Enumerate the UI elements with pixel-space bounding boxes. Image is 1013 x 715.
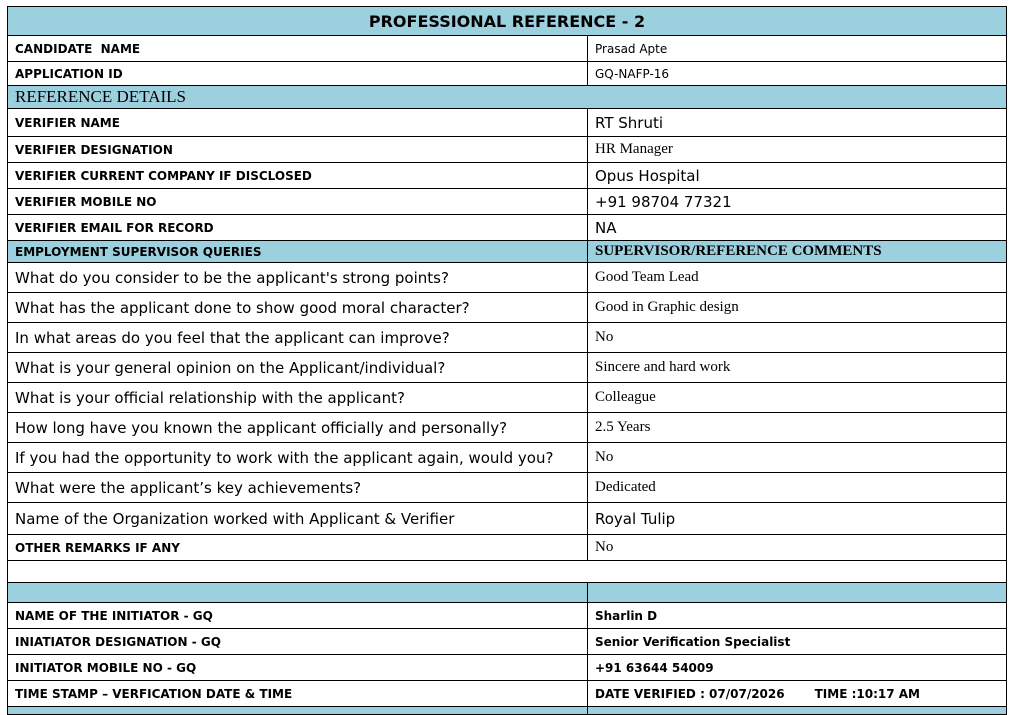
query-row [8,353,1007,383]
verifier-name-label: VERIFIER NAME [8,109,588,137]
query-answer: No [588,443,1007,473]
timestamp-value [588,681,1007,707]
application-id-value: GQ-NAFP-16 [588,62,1007,86]
initiator-name-label: NAME OF THE INITIATOR - GQ [8,603,588,629]
reference-form [7,6,1007,715]
initiator-designation-value: Senior Verification Specialist [588,629,1007,655]
verifier-mobile-value: +91 98704 77321 [588,189,1007,215]
bottom-band [8,707,1007,715]
other-remarks-value: No [588,535,1007,561]
query-answer: Sincere and hard work [588,353,1007,383]
query-question: How long have you known the applicant officially and personally? [8,413,588,443]
date-verified: DATE VERIFIED : 07/07/2026 [595,686,785,701]
form-title: PROFESSIONAL REFERENCE - 2 [8,7,1007,36]
query-question: What has the applicant done to show good moral character? [8,293,588,323]
comments-header: SUPERVISOR/REFERENCE COMMENTS [588,241,1007,263]
query-row [8,263,1007,293]
time-verified: TIME :10:17 AM [814,686,920,701]
candidate-name-value: Prasad Apte [588,36,1007,62]
query-question: In what areas do you feel that the applicant can improve? [8,323,588,353]
query-answer: Colleague [588,383,1007,413]
initiator-designation-label: INIATIATOR DESIGNATION - GQ [8,629,588,655]
query-question: What is your general opinion on the Applicant/individual? [8,353,588,383]
query-answer: Good in Graphic design [588,293,1007,323]
blank-spacer-row [8,561,1007,583]
initiator-section-band [8,583,1007,603]
verifier-designation-label: VERIFIER DESIGNATION [8,137,588,163]
verifier-company-value: Opus Hospital [588,163,1007,189]
query-row [8,323,1007,353]
candidate-name-label: CANDIDATE NAME [8,36,588,62]
query-question: What is your official relationship with the applicant? [8,383,588,413]
verifier-name-value: RT Shruti [588,109,1007,137]
query-answer: 2.5 Years [588,413,1007,443]
query-question: What were the applicant’s key achievements? [8,473,588,503]
query-question: What do you consider to be the applicant's strong points? [8,263,588,293]
query-answer: Dedicated [588,473,1007,503]
initiator-mobile-value: +91 63644 54009 [588,655,1007,681]
query-answer: No [588,323,1007,353]
verifier-company-label: VERIFIER CURRENT COMPANY IF DISCLOSED [8,163,588,189]
verifier-email-label: VERIFIER EMAIL FOR RECORD [8,215,588,241]
query-row [8,443,1007,473]
query-answer: Good Team Lead [588,263,1007,293]
other-remarks-label: OTHER REMARKS IF ANY [8,535,588,561]
query-row [8,383,1007,413]
verifier-mobile-label: VERIFIER MOBILE NO [8,189,588,215]
verifier-designation-value: HR Manager [588,137,1007,163]
initiator-name-value: Sharlin D [588,603,1007,629]
query-row [8,503,1007,535]
queries-header: EMPLOYMENT SUPERVISOR QUERIES [8,241,588,263]
query-answer: Royal Tulip [588,503,1007,535]
initiator-mobile-label: INITIATOR MOBILE NO - GQ [8,655,588,681]
query-row [8,473,1007,503]
verifier-email-value: NA [588,215,1007,241]
query-question: Name of the Organization worked with Applicant & Verifier [8,503,588,535]
query-row [8,293,1007,323]
query-row [8,413,1007,443]
reference-details-header: REFERENCE DETAILS [8,86,1007,109]
application-id-label: APPLICATION ID [8,62,588,86]
query-question: If you had the opportunity to work with the applicant again, would you? [8,443,588,473]
timestamp-label: TIME STAMP – VERFICATION DATE & TIME [8,681,588,707]
